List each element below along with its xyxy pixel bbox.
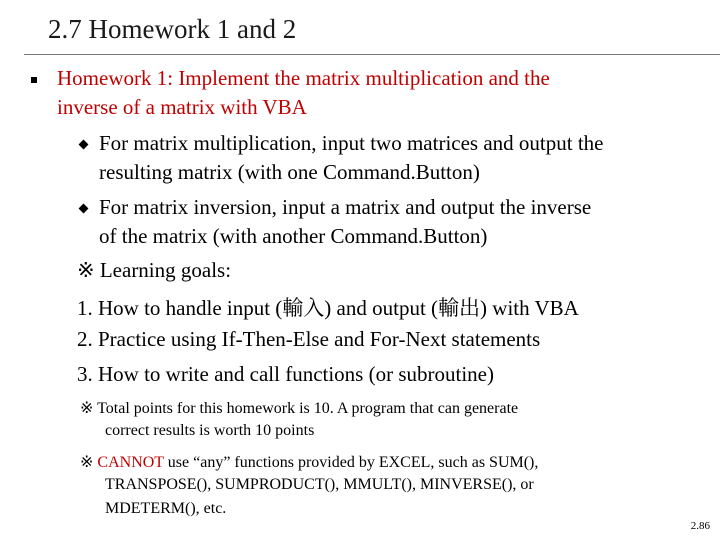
note-cannot-line-2: TRANSPOSE(), SUMPRODUCT(), MMULT(), MINVERSE(), or [105,476,534,493]
note-cannot-line-1 [80,452,538,472]
homework1-line-2: inverse of a matrix with VBA [57,95,307,119]
slide-title: 2.7 Homework 1 and 2 [48,14,297,44]
learning-goal-1: 1. How to handle input (輸入) and output (輸出) with VBA [77,296,579,320]
reference-mark: ※ [80,454,98,471]
homework1-line-1: Homework 1: Implement the matrix multiplication and the [57,66,550,90]
diamond-bullet-icon [79,140,89,150]
learning-goal-2: 2. Practice using If-Then-Else and For-Next statements [77,327,541,351]
note-total-points-line-2: correct results is worth 10 points [105,422,315,439]
subitem-inversion-line-2: of the matrix (with another Command.Button) [99,224,488,248]
subitem-inversion-line-1: For matrix inversion, input a matrix and output the inverse [99,195,592,219]
page-number: 2.86 [690,520,710,532]
diamond-bullet-icon [79,204,89,214]
title-divider [24,54,720,55]
note-cannot-line-3: MDETERM(), etc. [105,500,227,517]
note-total-points-line-1: ※ Total points for this homework is 10. A program that can generate [80,400,519,417]
cannot-emphasis: CANNOT [97,454,164,471]
square-bullet-icon [31,77,37,83]
subitem-multiplication-line-1: For matrix multiplication, input two matrices and output the [99,131,604,155]
subitem-multiplication-line-2: resulting matrix (with one Command.Button) [99,160,480,184]
note-cannot-text: use “any” functions provided by EXCEL, such as SUM(), [163,454,539,471]
learning-goal-3: 3. How to write and call functions (or subroutine) [77,362,494,386]
learning-goals-heading: ※ Learning goals: [77,258,232,282]
